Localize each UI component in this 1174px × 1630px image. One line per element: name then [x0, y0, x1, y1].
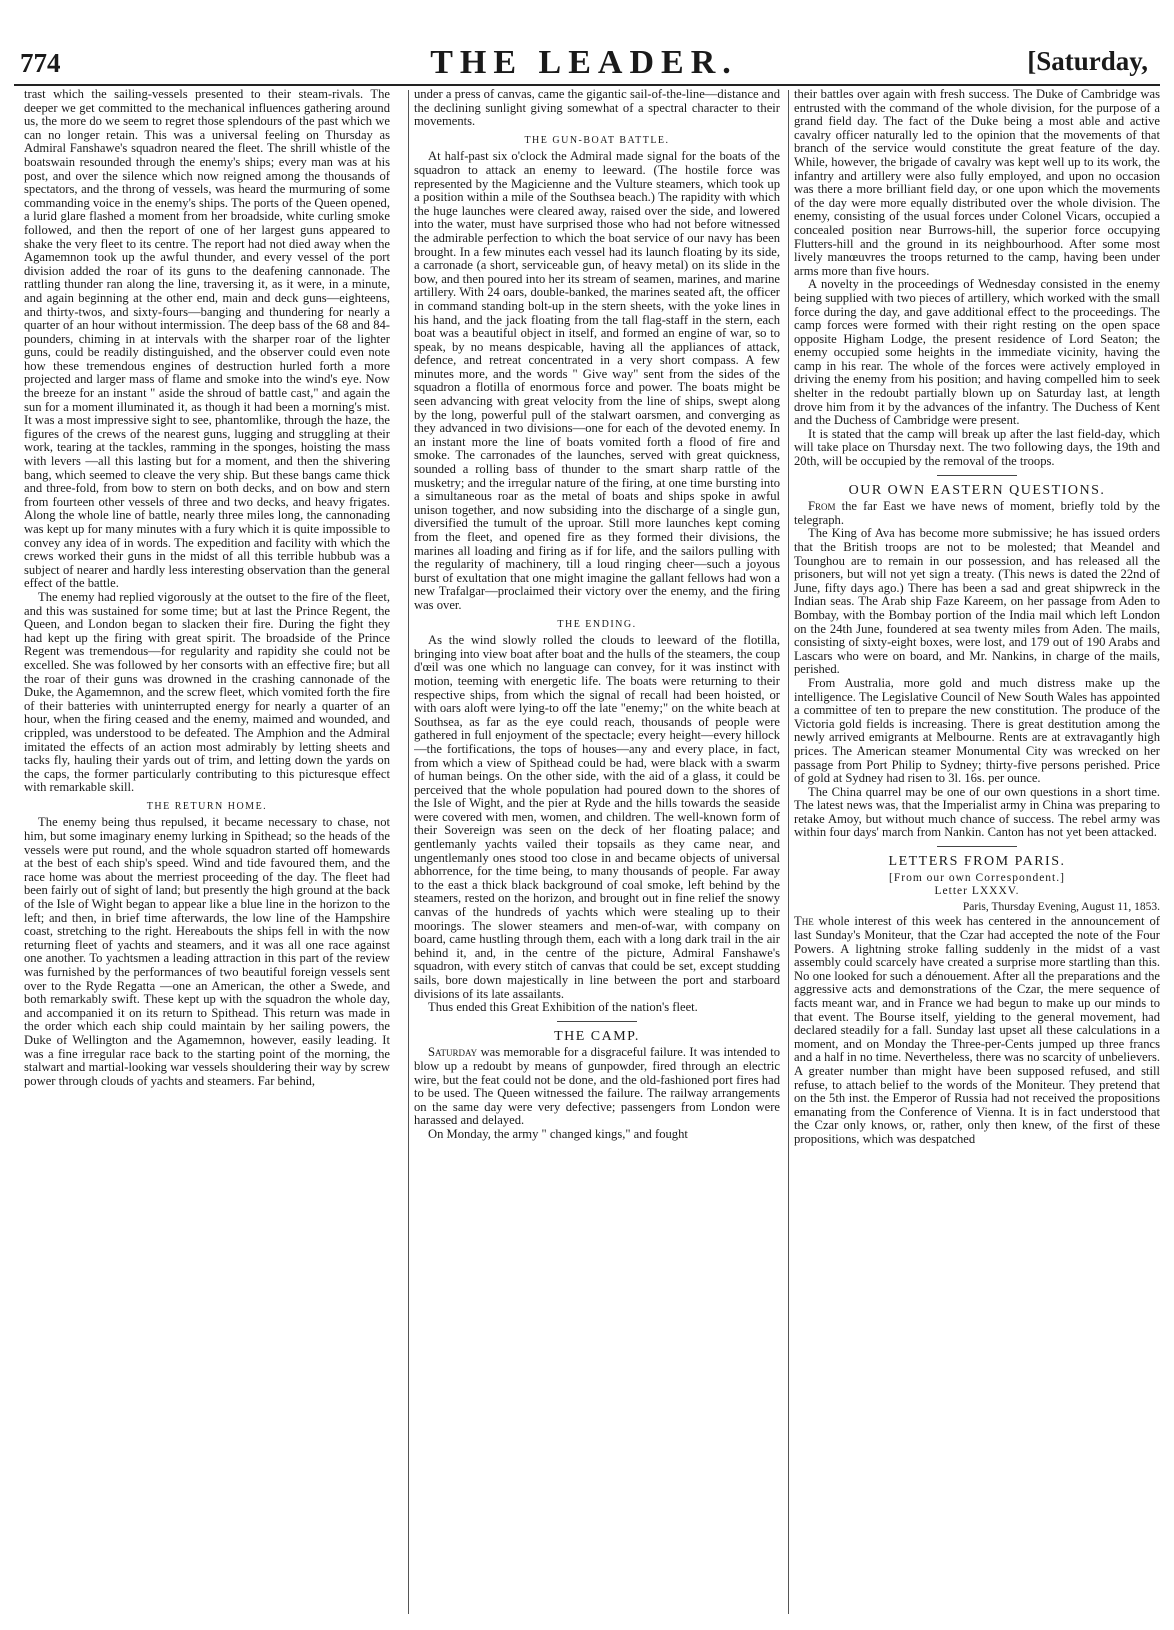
paragraph	[414, 1046, 780, 1128]
section-heading-the-camp: THE CAMP.	[554, 1028, 640, 1044]
lead-word: From	[808, 499, 836, 514]
header-rule	[14, 84, 1160, 86]
dateline: Paris, Thursday Evening, August 11, 1853.	[962, 900, 1160, 913]
paragraph: From Australia, more gold and much distress make up the intelligence. The Legislative Council of New South Wales has appointed a committee of ten to prepare the new constitution. The produce of the Victoria gold fields is increasing. There is great destitution among the newly arrived emigrants at Melbourne. Rents are at extravagantly high prices. The American steamer Monumental City was wrecked on her passage from Port Philip to Sydney; thirty-five persons perished. Price of gold at Sydney had risen to 3l. 16s. per ounce.	[794, 675, 1160, 786]
correspondent-line: [From our own Correspondent.]	[889, 871, 1065, 884]
masthead-title: THE LEADER.	[430, 44, 738, 81]
paragraph: trast which the sailing-vessels presented to their steam-rivals. The deeper we get committed to the mechanical influences gathering around us, the more do we seem to regret those splendours of the past which we can no longer retain. This was a universal feeling on Thursday as Admiral Fanshawe's squadron neared the fleet. The shrill whistle of the boatswain resounded through the enemy's ships; every man was at his post, and over the silence which now reigned among the thousands of spectators, and the throng of vessels, was heard the murmuring of some commanding voice in the enemy's ships. The ports of the Queen opened, a lurid glare flashed a moment from her broadside, white curling smoke followed, and then the report of one of her largest guns appeared to shake the very fleet to its centre. The report had not died away when the Agamemnon took up the awful thunder, and every vessel of the port division added the roar of its guns to the deafening cannonade. The rattling thunder ran along the line, traversing it, as it were, in a minute, and again beginning at the other end, main and deck guns—eighteens, and thirty-twos, and sixty-fours—banging and thundering for nearly a quarter of an hour without intermission. The deep bass of the 68 and 84-pounders, chiming in at intervals with the sharper roar of the lighter guns, could be readily distinguished, and the observer could even note how these tremendous engines of destruction hurled forth a more projected and larger mass of flame and smoke into the wind's eye. Now the breeze for an instant " aside the shroud of battle cast," and again the sun for a moment illuminated it, as though it had been a morning's mist. It was a most impressive sight to see, phantomlike, through the haze, the figures of the crews of the nearest guns, lugging and struggling at their work, tearing at the tackles, ramming in the sponges, hoisting the mass with levers —all this lasting but for a moment, and then the shivering bang, which seemed to cleave the very ship. But these bangs came thick and three-fold, from bow to stern on both decks, and on bow and stern from fourteen other vessels of three and two decks, and heavy frigates. Along the whole line of battle, nearly three miles long, the cannonading was kept up for many minutes with a fury which it is quite impossible to convey any idea of in words. The expedition and facility with which the crews worked their guns in the midst of all this terrible hubbub was a subject of nearer and hardly less interesting observation than the general effect of the battle.	[24, 88, 390, 591]
page-number: 774	[20, 48, 61, 78]
paragraph: The King of Ava has become more submissive; he has issued orders that the British troops are not to be molested; that Meandel and Tounghou are to remain in our possession, and has released all the prisoners, but will not yet sign a treaty. (This news is dated the 22nd of June, fifty days ago.) There has been a sad and great shipwreck in the Indian seas. The Arab ship Faze Kareem, on her passage from Aden to Bombay, with the Bombay portion of the India mail which left London on the 24th June, foundered at sea twenty miles from Aden. The mails, consisting of sixty-eight boxes, were lost, and 179 out of 190 Arabs and Lascars who were on board, and Mr. Nankins, in charge of the mails, perished.	[794, 526, 1160, 677]
section-heading-letters-from-paris: LETTERS FROM PARIS.	[888, 854, 1066, 870]
paragraph	[794, 500, 1160, 527]
section-divider	[557, 1021, 637, 1022]
section-heading-gun-boat-battle: THE GUN-BOAT BATTLE.	[524, 134, 670, 146]
paragraph-text: the far East we have news of moment, briefly told by the telegraph.	[794, 499, 1160, 527]
paragraph	[794, 915, 1160, 1146]
paragraph: The enemy being thus repulsed, it became necessary to chase, not him, but some imaginary enemy lurking in Spithead; so the heads of the vessels were put round, and the whole squadron started off homewards at the best of each ship's speed. Wind and tide favoured them, and the race home was about the merriest proceeding of the day. The fleet had been fairly out of sight of land; but presently the high ground at the back of the Isle of Wight began to appear like a blue line in the horizon to the left; and then, in brief time afterwards, the low line of the Hampshire coast, stretching to the right. Hereabouts the ships fell in with the now returning fleet of yachts and steamers, and it was all one race against one another. To yachtsmen a leading attraction in this part of the review was furnished by the performances of two beautiful foreign vessels sent over to the Ryde Regatta —one an American, the other a Swede, and both remarkably swift. These kept up with the squadron the whole day, and accompanied it on its return to Spithead. This return was made in the order which each ship could maintain by her sailing powers, the Duke of Wellington and the Agamemnon, however, easily leading. It was a fine irregular race back to the starting point of the morning, the stalwart and martial-looking war vessels shouldering their way by screw power through clouds of yachts and steamers. Far behind,	[24, 815, 390, 1088]
paragraph: The enemy had replied vigorously at the outset to the fire of the fleet, and this was sustained for some time; but at last the Prince Regent, the Queen, and London began to slacken their fire. During the fight they had kept up the firing with great spirit. The broadside of the Prince Regent was tremendous—for regularity and rapidity she could not be excelled. She was followed by her consorts with an effective fire; but all the roar of their guns was drowned in the crashing cannonade of the Duke, the Agamemnon, and the screw fleet, which vomited forth the fire of their batteries with uninterrupted energy for nearly a quarter of an hour, when the firing ceased and the enemy, maimed and wounded, and crippled, was understood to be defeated. The Amphion and the Admiral imitated the effects of an action most admirably by letting sheets and tacks fly, hauling their yards out of trim, and letting down the yards on the caps, the former particularly contributing to this picturesque effect with remarkable skill.	[24, 589, 390, 795]
lead-word: Saturday	[428, 1045, 478, 1060]
paragraph: A novelty in the proceedings of Wednesday consisted in the enemy being supplied with two pieces of artillery, which worked with the small force during the day, and gave additional effect to the proceedings. The camp forces were formed with their right resting on the open space opposite Higham Lodge, the present residence of Lord Seaton; the enemy occupied some heights in the immediate vicinity, having the camp in his rear. The whole of the forces were actively employed in driving the enemy from his position; and having compelled him to seek shelter in the redoubt partially blown up on Saturday last, at length drove him from it by the advances of the infantry. The Duchess of Kent and the Duchess of Cambridge were present.	[794, 277, 1160, 428]
paragraph-text: whole interest of this week has centered in the announcement of last Sunday's Moniteur, that the Czar had accepted the note of the Four Powers. A lightning stroke falling suddenly in the midst of a vast assembly could scarcely have created a surprise more startling than this. No one looked for such a dénouement. After all the preparations and the aggressive acts and demonstrations of the Czar, the mere sequence of facts meant war, and in France we had begun to make up our minds to that event. The Bourse itself, yielding to the general movement, had declared steadily for a fall. Sunday last upset all these calculations in a moment, and on Monday the Three-per-Cents jumped up three francs and a half in no time. Nevertheless, there was no scarcity of unbelievers. A greater number than might have been supposed refused, and still refuse, to attach belief to the words of the Moniteur. They pretend that on the 5th inst. the Emperor of Russia had not received the propositions emanating from the Conference of Vienna. It is in fact understood that the Czar only knows, or, rather, only then knew, of the first of these propositions, which was despatched	[794, 914, 1160, 1146]
column-3	[794, 88, 1160, 1616]
section-heading-eastern-questions: OUR OWN EASTERN QUESTIONS.	[848, 482, 1106, 498]
column-divider-2	[788, 90, 789, 1614]
section-heading-the-ending: THE ENDING.	[557, 618, 637, 630]
section-heading-return-home: THE RETURN HOME.	[146, 800, 268, 812]
paragraph: At half-past six o'clock the Admiral made signal for the boats of the squadron to attack an enemy to leeward. (The hostile force was represented by the Magicienne and the Vulture steamers, which took up a position within a mile of the Southsea beach.) The rapidity with which the huge launches were cleared away, raised over the side, and lowered into the water, must have surprised those who had not before witnessed the admirable perfection to which the boat service of our navy has been brought. In a few minutes each vessel had its launch floating by its side, a carronade (a short, serviceable gun, of heavy metal) on its slide in the bow, and then poured into her its stream of seamen, marines, and marine artillery. With 24 oars, double-banked, the marines seated aft, the officer in command standing bolt-up in the stern sheets, with the yoke lines in his hand, and the jack floating from the tall flag-staff in the stern, each boat was a beautiful object in itself, and formed an engine of war, so to speak, by no means despicable, having all the appliances of attack, defence, and retreat concentrated in a very short compass. A few minutes more, and the words " Give way" sent from the sides of the squadron a flotilla of enormous force and power. The boats might be seen advancing with great velocity from the line of ships, swept along by the long, powerful pull of the stalwart oarsmen, and converging as they advanced in two divisions—one for each of the devoted enemy. In an instant more the line of boats vomited forth a flood of fire and smoke. The carronades of the launches, served with great quickness, sounded a rolling bass of thunder to the smart sharp rattle of the musketry; and the irregular nature of the firing, at one time bursting into a simultaneous roar as the metal of boats and ships spoke in awful unison together, and now subsiding into the discharge of a single gun, diversified the tumult of the uproar. Still more launches kept coming from the fleet, and opened fire as they formed their divisions, the marines all loading and firing as if for life, and the sailors pulling with the regularity of machinery, till a loud ringing cheer—such a joyous burst of exultation that one might imagine the gallant fellows had won a new Trafalgar—proclaimed their victory over the enemy, and the firing was over.	[414, 149, 780, 612]
column-2	[414, 88, 780, 1616]
paragraph-text: was memorable for a disgraceful failure. It was intended to blow up a redoubt by means of gunpowder, fired through an electric wire, but the feat could not be done, and the old-fashioned port fires had to be used. The Queen witnessed the failure. The railway arrangements on the same day were very defective; passengers from London were harassed and delayed.	[414, 1045, 780, 1128]
section-divider	[937, 475, 1017, 476]
header-day: [Saturday,	[1027, 46, 1148, 76]
paragraph: As the wind slowly rolled the clouds to leeward of the flotilla, bringing into view boat after boat and the hulls of the steamers, the coup d'œil was one which no language can convey, for it was instinct with motion, teeming with energetic life. The boats were returning to their respective ships, from which the signal of recall had been hoisted, or with oars aloft were lying-to off the late "enemy;" on the white beach at Southsea, as far as the eye could reach, thousands of people were gathered in full enjoyment of the spectacle; every height—every hillock—the fortifications, the tops of houses—any and every place, in fact, from which a view of Spithead could be had, were black with a swarm of human beings. On the other side, with the aid of a glass, it could be perceived that the whole population had poured down to the shores of the Isle of Wight, and the pier at Ryde and the hills towards the seaside were covered with men, women, and children. The well-known form of their Sovereign was seen on the deck of her floating palace; and gentlemanly yachts vailed their topsails as they came near, and ungentlemanly ones stood too close in and became objects of universal abhorrence, for the time being, to many thousands of people. Far away to the east a thick black background of coal smoke, left behind by the steamers, rested on the horizon, and brought out in fine relief the snowy canvas of the hundreds of yachts which were stealing up to their moorings. The slower steamers and men-of-war, with company on board, came hustling through them, each with a long dark trail in the air behind it, and, in the centre of the picture, Admiral Fanshawe's squadron, with every stitch of canvas that could be set, except studding sails, bore down majestically in line between the port and starboard divisions of its late assailants.	[414, 633, 780, 1001]
column-1	[24, 88, 390, 1616]
paragraph: under a press of canvas, came the gigantic sail-of-the-line—distance and the declining sunlight giving somewhat of a spectral character to their movements.	[414, 88, 780, 129]
lead-word: The	[794, 914, 814, 929]
paragraph: On Monday, the army " changed kings," and fought	[428, 1126, 688, 1141]
paragraph: The China quarrel may be one of our own questions in a short time. The latest news was, that the Imperialist army in China was preparing to retake Amoy, but without much chance of success. The rebel army was within four days' march from Nankin. Canton has not yet been attacked.	[794, 784, 1160, 840]
section-divider	[937, 846, 1017, 847]
column-divider-1	[408, 90, 409, 1614]
paragraph: their battles over again with fresh success. The Duke of Cambridge was entrusted with the command of the whole division, for the purpose of a grand field day. The fact of the Duke being a most able and active cavalry officer naturally led to the opinion that the movements of that branch of the service would constitute the great feature of the day. While, however, the brigade of cavalry was kept well up to its work, the infantry and artillery were also fully employed, and upon no occasion was there a more brilliant field day, or one upon which the movements of the day were more equally distributed over the whole division. The enemy, consisting of the usual forces under Colonel Vicars, occupied a concealed position near Burrows-hill, the superior force occupying Flutters-hill and the ground in its neighbourhood. After some most lively manœuvres the troops returned to the camp, having been under arms more than five hours.	[794, 88, 1160, 278]
paragraph: It is stated that the camp will break up after the last field-day, which will take place on Thursday next. The two following days, the 19th and 20th, will be occupied by the removal of the troops.	[794, 426, 1160, 469]
page-header	[14, 40, 1154, 82]
letter-number: Letter LXXXV.	[934, 885, 1020, 898]
paragraph: Thus ended this Great Exhibition of the nation's fleet.	[428, 1000, 698, 1015]
